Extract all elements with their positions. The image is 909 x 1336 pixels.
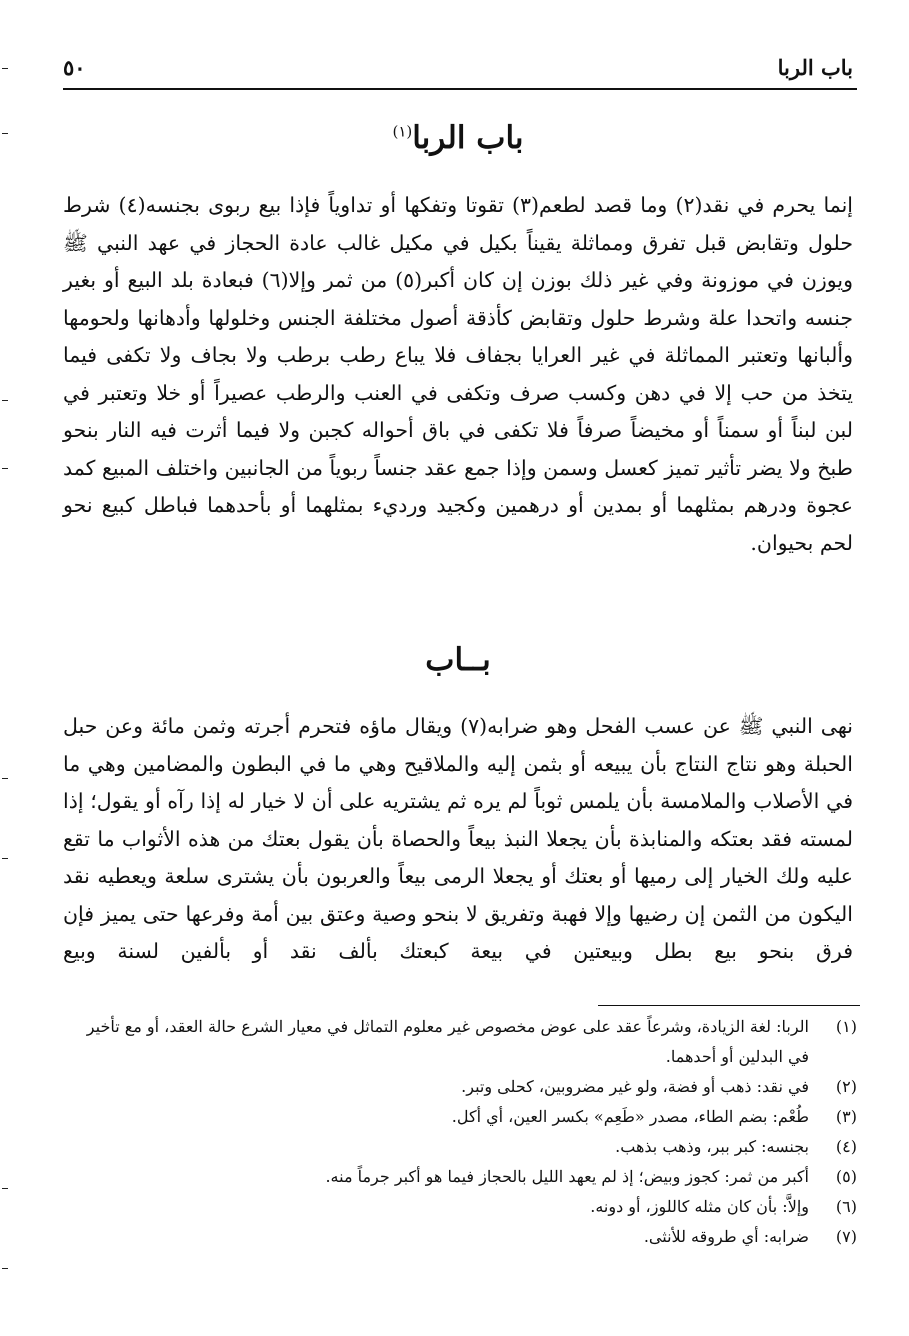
- footnote-number: (٥): [835, 1167, 857, 1186]
- scan-mark: [2, 400, 8, 401]
- footnote: [63, 1192, 857, 1222]
- scan-mark: [2, 858, 8, 859]
- body-paragraph-bab: نهى النبي ﷺ عن عسب الفحل وهو ضرابه(٧) ويقال ماؤه فتحرم أجرته وثمن مائة وعن حبل الحبلة وهو نتاج النتاج بأن يبيعه أو بثمن إليه والملاقيح وهي ما في البطون والمضامين وهي ما في الأصلاب والملامسة بأن يلمس ثوباً لم يره ثم يشتريه على أن لا خيار له إذا رآه أو يقول؛ إذا لمسته فقد بعتكه والمنابذة بأن يجعلا النبذ بيعاً والحصاة بأن يقول بعتك من هذه الأثواب ما تقع عليه ولك الخيار إلى رميها أو بعتك أو يجعلا الرمى بيعاً والعربون بأن يشترى سلعة ويعطيه نقد اليكون من الثمن إن رضيها وإلا فهبة وتفريق لا بنحو وصية وعتق بين أمة وفرعها حتى يميز فإن فرق بنحو بيع بطل وبيعتين في بيعة كبعتك بألف نقد أو بألفين لسنة وبيع: [63, 714, 853, 963]
- footnote-text: الربا: لغة الزيادة، وشرعاً عقد على عوض مخصوص غير معلوم التماثل في معيار الشرع حالة العقد، أو مع تأخير في البدلين أو أحدهما.: [86, 1017, 809, 1066]
- page-number: ٥٠: [63, 54, 86, 80]
- section-title-bab: بــاب: [425, 642, 491, 678]
- footnote: [63, 1012, 857, 1072]
- footnote: [63, 1132, 857, 1162]
- footnote-number: (٧): [835, 1227, 857, 1246]
- scan-mark: [2, 68, 8, 69]
- scan-mark: [2, 133, 8, 134]
- section-title-riba: [63, 120, 853, 156]
- footnote: [63, 1162, 857, 1192]
- footnotes: [63, 1012, 857, 1252]
- footnote-text: طُعْم: بضم الطاء، مصدر «طَعِم» بكسر العين، أي أكل.: [451, 1107, 809, 1126]
- footnote-text: أكبر من ثمر: كجوز وبيض؛ إذ لم يعهد الليل بالحجاز فيما هو أكبر جرماً منه.: [325, 1167, 809, 1186]
- chapter-title-header: باب الربا: [777, 54, 853, 80]
- body-paragraph-riba: إنما يحرم في نقد(٢) وما قصد لطعم(٣) تقوتا وتفكها أو تداوياً فإذا بيع ربوى بجنسه(٤) شرط حلول وتقابض قبل تفرق ومماثلة يقيناً بكيل في مكيل غالب عادة الحجاز في عهد النبي ﷺ ويوزن في موزونة وفي غير ذلك بوزن إن كان أكبر(٥) من ثمر وإلا(٦) فبعادة بلد البيع أو بغير جنسه واتحدا علة وشرط حلول وتقابض كأذقة أصول مختلفة الجنس وخلولها وأدهانها ولحومها وألبانها وتعتبر المماثلة في غير العرايا بجفاف فلا يباع رطب برطب ولا بجاف ولا تكفى فيما يتخذ من حب إلا في دهن وكسب صرف وتكفى في العنب والرطب عصيراً أو خلا وتعتبر في لبن لبناً أو سمناً أو مخيضاً صرفاً فلا تكفى في باق أحواله كجبن ولا فيما أثرت فيه النار بنحو طبخ ولا يضر تأثير تميز كعسل وسمن وإذا جمع عقد جنساً ربوياً من الجانبين واختلف المبيع كمد عجوة ودرهم بمثلهما أو بمدين أو درهمين وكجيد ورديء بمثلهما أو بأحدهما فباطل كبيع نحو لحم بحيوان.: [63, 193, 853, 555]
- footnote-ref-1: (١): [392, 122, 413, 141]
- footnote-text: في نقد: ذهب أو فضة، ولو غير مضروبين، كحلى وتبر.: [461, 1077, 809, 1096]
- footnote: [63, 1222, 857, 1252]
- running-header: [63, 50, 853, 84]
- scan-mark: [2, 1268, 8, 1269]
- scan-mark: [2, 1188, 8, 1189]
- scan-mark: [2, 468, 8, 469]
- header-rule: [63, 88, 857, 90]
- footnote-text: ضرابه: أي طروقه للأنثى.: [643, 1227, 809, 1246]
- footnote-number: (٣): [835, 1107, 857, 1126]
- footnote-rule: [598, 1005, 860, 1006]
- footnote: [63, 1102, 857, 1132]
- section-title-text: باب الربا: [412, 120, 524, 156]
- footnote: [63, 1072, 857, 1102]
- footnote-number: (٢): [835, 1077, 857, 1096]
- footnote-text: وإلاَّ: بأن كان مثله كاللوز، أو دونه.: [590, 1197, 809, 1216]
- footnote-number: (٦): [835, 1197, 857, 1216]
- footnote-number: (٤): [835, 1137, 857, 1156]
- scan-mark: [2, 778, 8, 779]
- footnote-text: بجنسه: كبر ببر، وذهب بذهب.: [615, 1137, 809, 1156]
- footnote-number: (١): [835, 1017, 857, 1036]
